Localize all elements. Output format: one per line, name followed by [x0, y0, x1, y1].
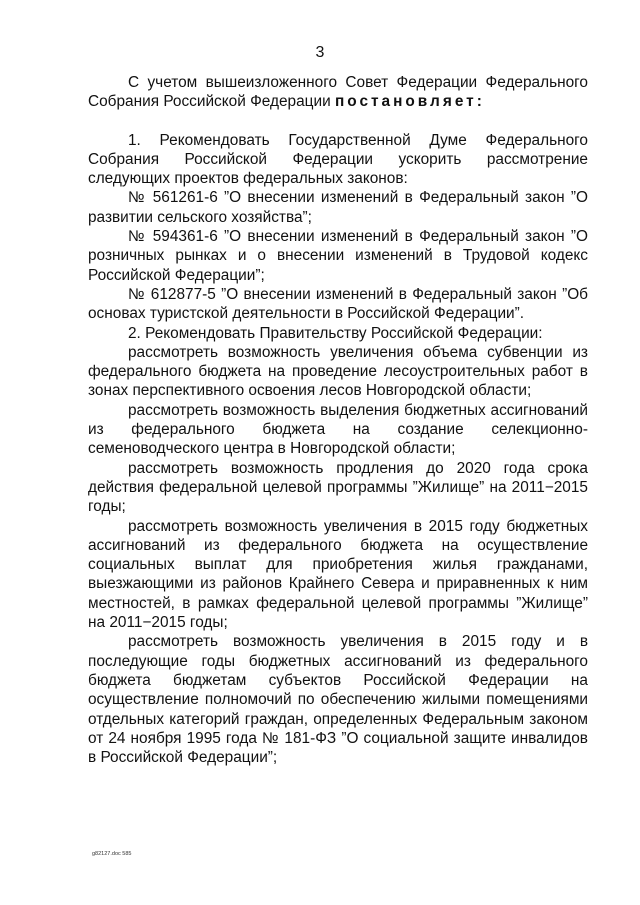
intro-text: С учетом вышеизложенного Совет Федерации Федерального Собрания Российской Федерации: [88, 74, 588, 111]
paragraph-recommend-duma: 1. Рекомендовать Государственной Думе Федерального Собрания Российской Федерации ускорить рассмотрение следующих проектов федеральных законов:: [88, 131, 588, 188]
paragraph-recommend-government: 2. Рекомендовать Правительству Российской Федерации:: [128, 324, 543, 342]
paragraph-north-housing: рассмотреть возможность увеличения в 2015 году бюджетных ассигнований из федерального бюджета на осуществление социальных выплат для приобретения жилья гражданами, выезжающими из районов Крайнего Севера и приравненных к ним местностей, в рамках федеральной целевой программы ”Жилище” на 2011−2015 годы;: [88, 517, 588, 632]
intro-paragraph: [88, 73, 588, 112]
paragraph-forest-subvention: рассмотреть возможность увеличения объема субвенции из федерального бюджета на проведение лесоустроительных работ в зонах перспективного освоения лесов Новгородской области;: [88, 343, 588, 400]
paragraph-bill-612877-5: № 612877-5 ”О внесении изменений в Федеральный закон ”Об основах туристской деятельности в Российской Федерации”.: [88, 285, 588, 323]
paragraph-bill-561261-6: № 561261-6 ”О внесении изменений в Федеральный закон ”О развитии сельского хозяйства”;: [88, 189, 588, 226]
paragraph-seed-center: рассмотреть возможность выделения бюджетных ассигнований из федерального бюджета на создание селекционно-семеноводческого центра в Новгородской области;: [88, 401, 588, 458]
intro-emphasis: постановляет:: [334, 93, 485, 111]
paragraph-housing-extension: рассмотреть возможность продления до 2020 года срока действия федеральной целевой программы ”Жилище” на 2011−2015 годы;: [88, 459, 588, 516]
footer-file-code: g82127.doc 585: [92, 851, 132, 857]
page-number: 3: [315, 44, 325, 61]
document-body: [88, 73, 588, 767]
paragraph-disabled-housing: рассмотреть возможность увеличения в 2015 году и в последующие годы бюджетных ассигнований из федерального бюджета бюджетам субъектов Российской Федерации на осуществление полномочий по обеспечению жилыми помещениями отдельных категорий граждан, определенных Федеральным законом от 24 ноября 1995 года № 181-ФЗ ”О социальной защите инвалидов в Российской Федерации”;: [88, 633, 588, 767]
paragraph-bill-594361-6: № 594361-6 ”О внесении изменений в Федеральный закон ”О розничных рынках и о внесении изменений в Трудовой кодекс Российской Федерации”;: [88, 228, 588, 284]
